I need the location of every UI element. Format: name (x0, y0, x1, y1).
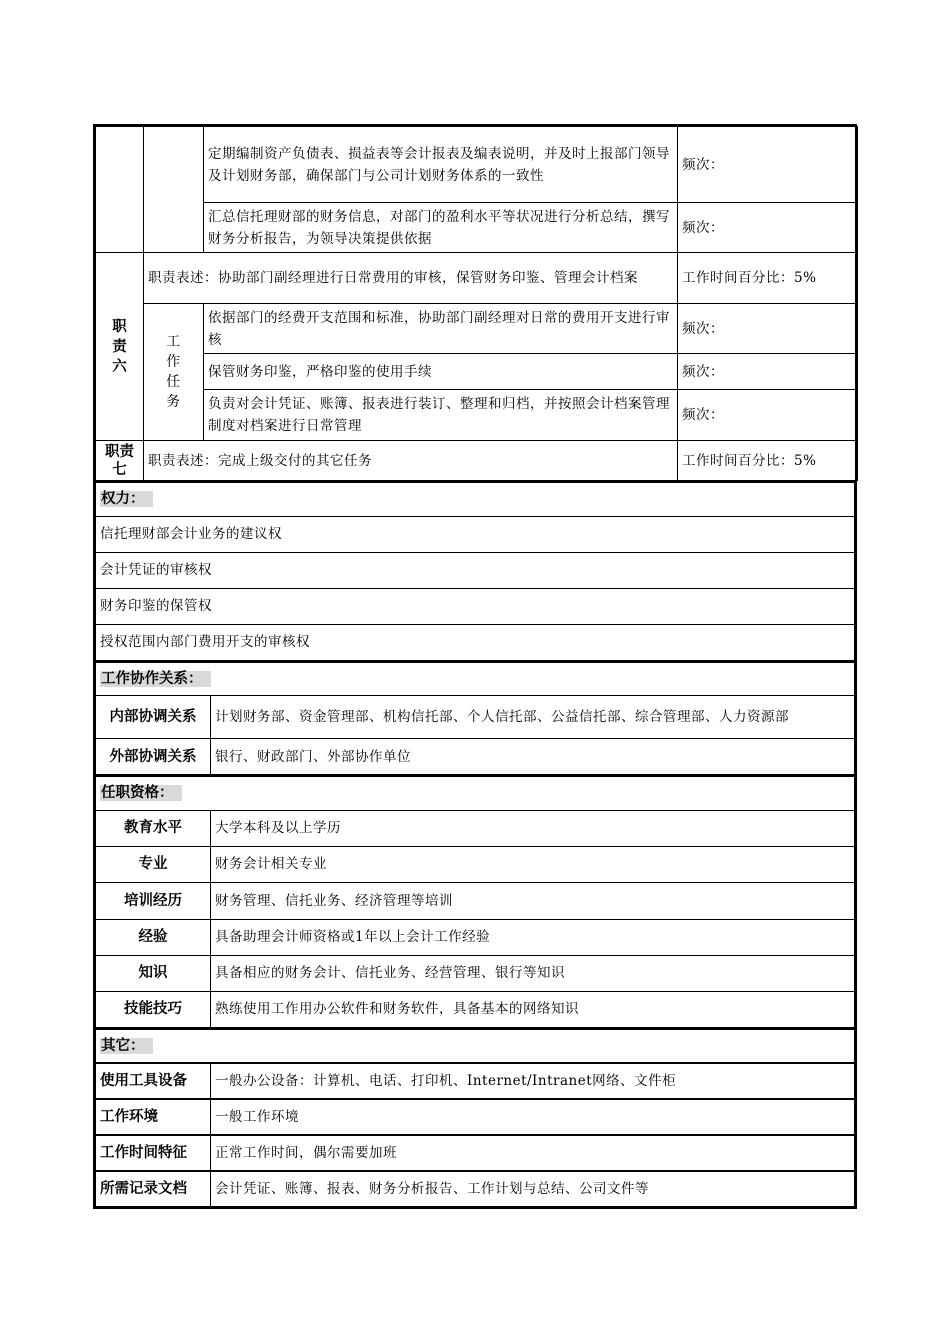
qualification-training-label: 培训经历 (96, 882, 211, 919)
internal-relations-label: 内部协调关系 (96, 696, 211, 739)
others-environment-label: 工作环境 (96, 1099, 211, 1135)
qualifications-title: 任职资格： (100, 785, 182, 801)
power-item-1: 信托理财部会计业务的建议权 (96, 516, 855, 552)
duty6-label-text: 职责六 (112, 318, 127, 375)
duty6-task-1-frequency: 频次： (678, 304, 858, 354)
external-relations-value: 银行、财政部门、外部协作单位 (211, 739, 855, 775)
internal-relations-value: 计划财务部、资金管理部、机构信托部、个人信托部、公益信托部、综合管理部、人力资源部 (211, 696, 855, 739)
external-relations-label: 外部协调关系 (96, 739, 211, 775)
others-section-title (96, 1029, 855, 1063)
duty5-label-cell (96, 127, 144, 253)
power-title: 权力： (100, 491, 153, 507)
relations-table (95, 661, 855, 776)
qualification-skills-value: 熟练使用工作用办公软件和财务软件，具备基本的网络知识 (211, 991, 855, 1027)
duty6-task-label-text: 工作任务 (166, 334, 181, 410)
qualification-knowledge-value: 具备相应的财务会计、信托业务、经营管理、银行等知识 (211, 955, 855, 991)
qualification-knowledge-label: 知识 (96, 955, 211, 991)
duty6-statement: 职责表述：协助部门副经理进行日常费用的审核，保管财务印鉴、管理会计档案 (144, 253, 678, 304)
qualifications-table (95, 775, 855, 1028)
duty6-label (96, 253, 144, 441)
qualification-experience-label: 经验 (96, 919, 211, 955)
qualification-education-label: 教育水平 (96, 810, 211, 846)
duty7-label (96, 441, 144, 481)
power-item-2: 会计凭证的审核权 (96, 552, 855, 588)
job-description-sheet (93, 124, 857, 1209)
power-table (95, 481, 855, 661)
duty6-task-2: 保管财务印鉴，严格印鉴的使用手续 (204, 354, 678, 390)
duty7-label-text: 职责七 (105, 443, 134, 478)
others-tools-label: 使用工具设备 (96, 1063, 211, 1099)
duty6-task-1: 依据部门的经费开支范围和标准，协助部门副经理对日常的费用开支进行审核 (204, 304, 678, 354)
duty5-task-1: 定期编制资产负债表、损益表等会计报表及编表说明，并及时上报部门领导及计划财务部，确保部门与公司计划财务体系的一致性 (204, 127, 678, 203)
qualification-major-label: 专业 (96, 846, 211, 882)
qualification-training-value: 财务管理、信托业务、经济管理等培训 (211, 882, 855, 919)
relations-section-title (96, 662, 855, 696)
others-table (95, 1028, 855, 1208)
qualification-major-value: 财务会计相关专业 (211, 846, 855, 882)
power-item-4: 授权范围内部门费用开支的审核权 (96, 624, 855, 660)
power-item-3: 财务印鉴的保管权 (96, 588, 855, 624)
qualification-education-value: 大学本科及以上学历 (211, 810, 855, 846)
power-section-title (96, 482, 855, 516)
duty5-task-1-frequency: 频次： (678, 127, 858, 203)
duty6-task-3: 负责对会计凭证、账簿、报表进行装订、整理和归档，并按照会计档案管理制度对档案进行日常管理 (204, 390, 678, 441)
duty5-task-2: 汇总信托理财部的财务信息，对部门的盈利水平等状况进行分析总结，撰写财务分析报告，为领导决策提供依据 (204, 203, 678, 253)
duty6-task-label (144, 304, 204, 441)
others-tools-value: 一般办公设备：计算机、电话、打印机、Internet/Intranet网络、文件柜 (211, 1063, 855, 1099)
duties-table (95, 126, 858, 481)
duty7-percent: 工作时间百分比：5% (678, 441, 858, 481)
others-worktime-value: 正常工作时间，偶尔需要加班 (211, 1135, 855, 1171)
others-documents-label: 所需记录文档 (96, 1171, 211, 1207)
duty7-statement: 职责表述：完成上级交付的其它任务 (144, 441, 678, 481)
qualification-skills-label: 技能技巧 (96, 991, 211, 1027)
relations-title: 工作协作关系： (100, 671, 211, 687)
qualification-experience-value: 具备助理会计师资格或1年以上会计工作经验 (211, 919, 855, 955)
duty6-task-2-frequency: 频次： (678, 354, 858, 390)
duty6-task-3-frequency: 频次： (678, 390, 858, 441)
others-title: 其它： (100, 1038, 153, 1054)
duty5-task-2-frequency: 频次： (678, 203, 858, 253)
others-worktime-label: 工作时间特征 (96, 1135, 211, 1171)
duty5-task-label-cell (144, 127, 204, 253)
duty6-percent: 工作时间百分比：5% (678, 253, 858, 304)
others-documents-value: 会计凭证、账簿、报表、财务分析报告、工作计划与总结、公司文件等 (211, 1171, 855, 1207)
others-environment-value: 一般工作环境 (211, 1099, 855, 1135)
qualifications-section-title (96, 776, 855, 810)
